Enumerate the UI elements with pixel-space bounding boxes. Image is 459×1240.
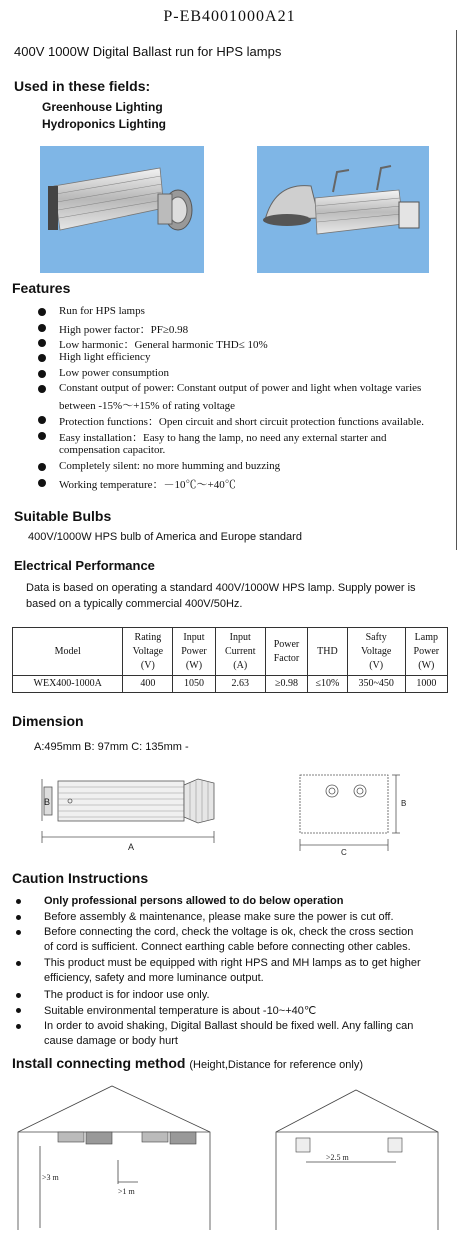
table-header-text: (W) [185, 659, 203, 671]
dimension-label-a: A [128, 842, 135, 852]
right-margin-line [456, 30, 457, 550]
table-header-cell [347, 628, 405, 676]
dimension-heading: Dimension [12, 713, 84, 729]
install-label-distance-2: >2.5 m [326, 1153, 349, 1162]
ballast-icon [58, 1132, 196, 1144]
table-header-cell [308, 628, 348, 676]
table-header-text: Voltage [132, 645, 164, 657]
table-header-cell [123, 628, 173, 676]
table-header-row [13, 628, 448, 676]
install-note: (Height,Distance for reference only) [189, 1059, 363, 1071]
table-header-text: Lamp [414, 631, 438, 643]
install-label-distance-1: >1 m [118, 1187, 135, 1196]
product-title: 400V 1000W Digital Ballast run for HPS lamps [14, 44, 282, 59]
table-cell: 2.63 [215, 676, 265, 693]
electrical-text: based on a typically commercial 400V/50Hz. [26, 598, 243, 610]
dimension-text: A:495mm B: 97mm C: 135mm - [34, 741, 189, 753]
ballast-icon [296, 1138, 402, 1152]
table-header-text: Rating [134, 631, 162, 643]
dimension-label-c: C [341, 848, 347, 857]
dimension-label-b: B [44, 797, 51, 807]
table-header-cell [215, 628, 265, 676]
table-cell: WEX400-1000A [13, 676, 123, 693]
table-row [13, 676, 448, 693]
table-header-cell [173, 628, 215, 676]
fields-heading: Used in these fields: [14, 78, 151, 94]
field-item: Hydroponics Lighting [42, 117, 166, 131]
table-cell: ≥0.98 [265, 676, 307, 693]
table-header-text: (V) [140, 659, 155, 671]
table-header-cell [405, 628, 447, 676]
table-header-text: (W) [418, 659, 435, 671]
table-cell: 350~450 [347, 676, 405, 693]
table-header-text: Power [413, 645, 440, 657]
table-header-text: Voltage [360, 645, 392, 657]
electrical-heading: Electrical Performance [14, 558, 155, 573]
bulbs-heading: Suitable Bulbs [14, 508, 112, 524]
table-header-text: Safty [365, 631, 387, 643]
document-code: P-EB4001000A21 [163, 8, 296, 25]
caution-heading: Caution Instructions [12, 870, 149, 886]
install-title: Install connecting method [12, 1055, 186, 1071]
dimension-drawing [30, 765, 430, 857]
bulbs-text: 400V/1000W HPS bulb of America and Europe standard [28, 531, 302, 543]
table-cell: 1000 [405, 676, 447, 693]
table-cell: 1050 [173, 676, 215, 693]
table-header-text: Current [224, 645, 256, 657]
table-cell: 400 [123, 676, 173, 693]
install-heading [12, 1055, 363, 1071]
table-header-text: Power [181, 645, 207, 657]
table-header-text: THD [317, 645, 338, 657]
table-header-text: Input [183, 631, 205, 643]
table-header-text: Factor [273, 652, 300, 664]
table-header-cell [13, 628, 123, 676]
spec-table [12, 627, 448, 693]
install-label-height: >3 m [42, 1173, 59, 1182]
dimension-label-b-top: B [401, 799, 407, 808]
field-item: Greenhouse Lighting [42, 100, 163, 114]
product-photo-ballast [40, 146, 204, 273]
product-photo-ballast-with-reflector [257, 146, 429, 273]
table-header-text: (V) [369, 659, 384, 671]
table-header-text: Model [54, 645, 81, 657]
table-header-text: Power [273, 638, 300, 650]
table-header-cell [265, 628, 307, 676]
table-header-text: Input [229, 631, 251, 643]
features-heading: Features [12, 280, 71, 296]
table-header-text: (A) [233, 659, 248, 671]
electrical-text: Data is based on operating a standard 400V/1000W HPS lamp. Supply power is [26, 582, 416, 594]
install-diagram [14, 1080, 444, 1230]
table-cell: ≤10% [308, 676, 348, 693]
